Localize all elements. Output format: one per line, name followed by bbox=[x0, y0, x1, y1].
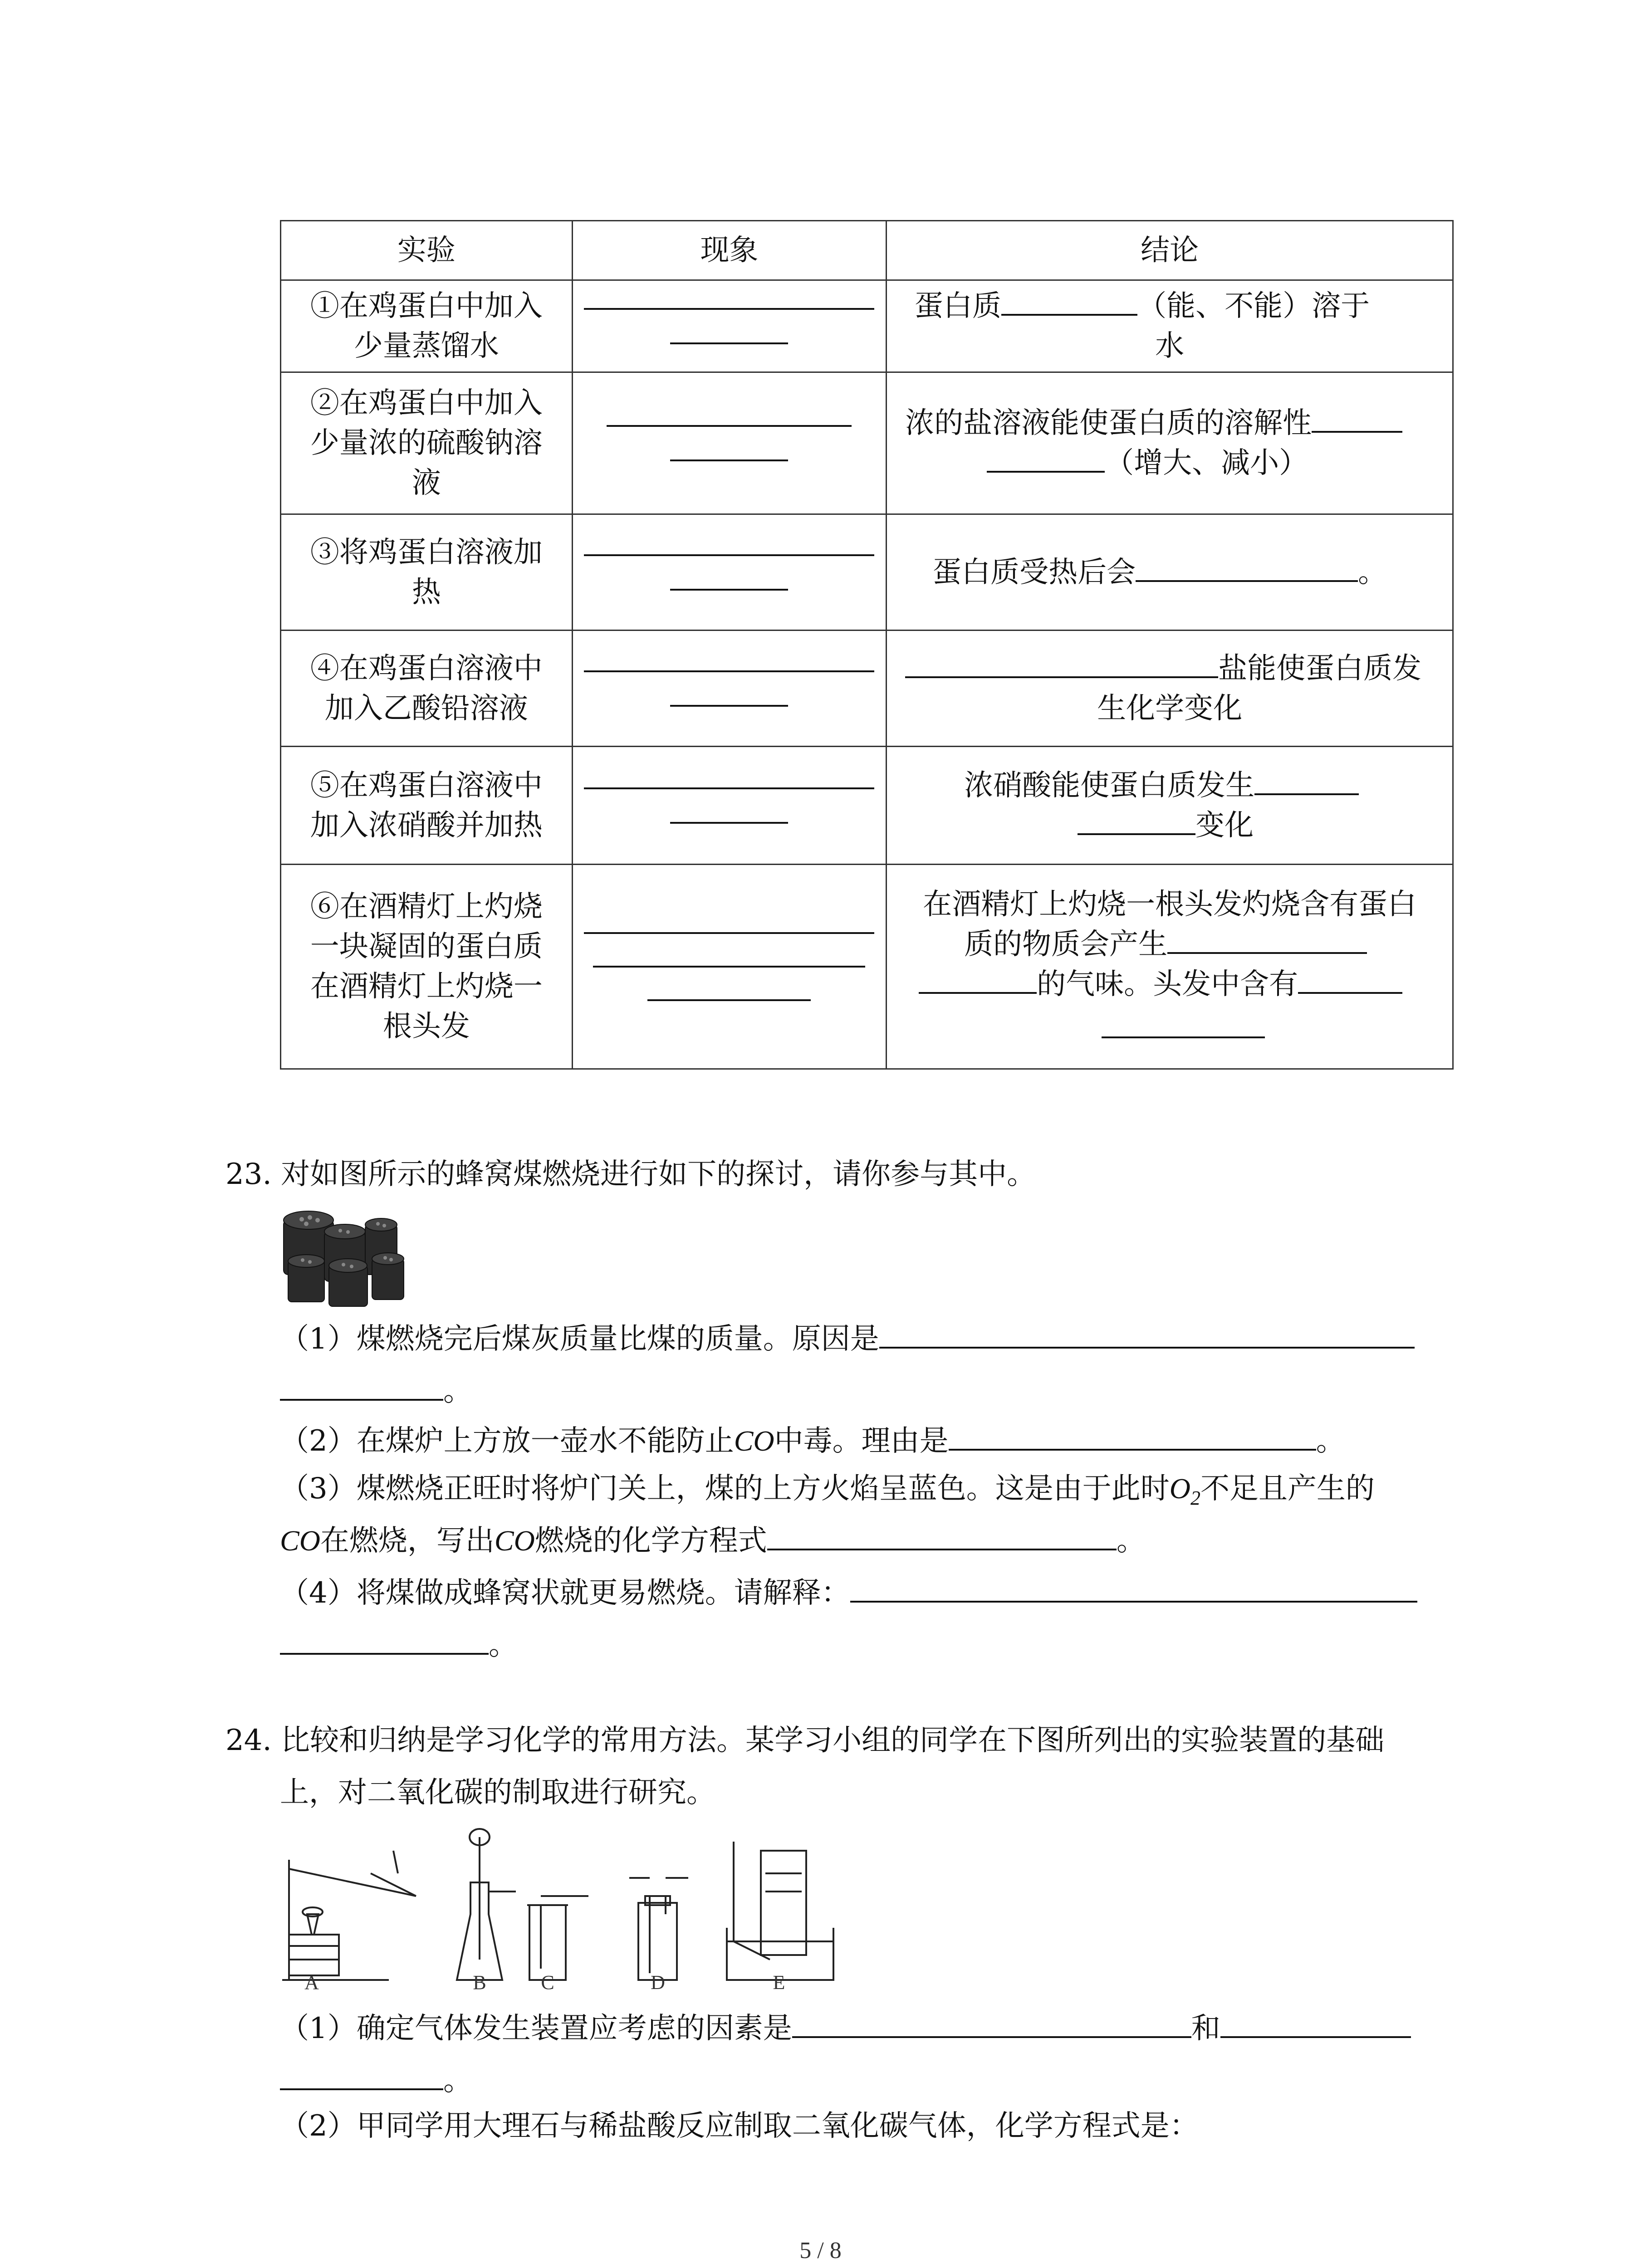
q23-part1 bbox=[280, 1322, 1415, 1356]
punctuation: 。 bbox=[489, 1628, 518, 1662]
answer-blank[interactable] bbox=[1254, 793, 1359, 795]
formula-co: CO bbox=[734, 1425, 774, 1457]
experiment-line: 少量蒸馏水 bbox=[353, 329, 499, 363]
conclusion-text: 。 bbox=[1358, 555, 1387, 589]
experiment-cell bbox=[281, 514, 573, 631]
q24-part1-text: 和 bbox=[1191, 2012, 1220, 2045]
experiment-line: ②在鸡蛋白中加入 bbox=[310, 386, 543, 420]
phenomenon-cell[interactable] bbox=[572, 514, 886, 631]
conclusion-text: 水 bbox=[1155, 329, 1185, 363]
answer-blank[interactable] bbox=[879, 1346, 1415, 1349]
punctuation: 。 bbox=[443, 2064, 472, 2097]
apparatus-label-e: E bbox=[773, 1971, 785, 1991]
experiment-line: ④在鸡蛋白溶液中 bbox=[310, 651, 543, 685]
table-row bbox=[281, 280, 1453, 372]
answer-blank[interactable] bbox=[280, 1652, 489, 1655]
q23-part4-text: （4）将煤做成蜂窝状就更易燃烧。请解释： bbox=[280, 1576, 850, 1610]
q24-part1 bbox=[280, 2014, 1411, 2043]
answer-blank[interactable] bbox=[1102, 1036, 1265, 1038]
answer-blank[interactable] bbox=[670, 822, 788, 824]
q23-part2 bbox=[280, 1424, 1345, 1458]
page-number: 5 / 8 bbox=[799, 2238, 842, 2263]
q23-part3-text: 不足且产生的 bbox=[1200, 1472, 1375, 1505]
answer-blank[interactable] bbox=[584, 554, 874, 556]
answer-blank[interactable] bbox=[1167, 952, 1367, 954]
experiment-line: 在酒精灯上灼烧一 bbox=[310, 970, 543, 1003]
answer-blank[interactable] bbox=[670, 342, 788, 344]
q24-part1-cont bbox=[280, 2066, 472, 2095]
q23-part3-cont bbox=[280, 1524, 1146, 1558]
conclusion-cell bbox=[887, 631, 1453, 747]
answer-blank[interactable] bbox=[1220, 2036, 1411, 2038]
lab-apparatus-figure bbox=[280, 1823, 838, 1991]
q23-stem: 23. 对如图所示的蜂窝煤燃烧进行如下的探讨，请你参与其中。 bbox=[225, 1158, 1036, 1191]
punctuation: 。 bbox=[443, 1374, 472, 1408]
answer-blank[interactable] bbox=[584, 308, 874, 310]
formula-co: CO bbox=[494, 1525, 535, 1557]
conclusion-text: （增大、减小） bbox=[1105, 446, 1308, 480]
answer-blank[interactable] bbox=[919, 992, 1037, 994]
phenomenon-cell[interactable] bbox=[572, 280, 886, 372]
experiment-line: ⑥在酒精灯上灼烧 bbox=[310, 890, 543, 924]
answer-blank[interactable] bbox=[584, 670, 874, 672]
q23-part4 bbox=[280, 1576, 1417, 1610]
conclusion-text: 的气味。头发中含有 bbox=[1037, 968, 1298, 1001]
q24-stem-cont: 上，对二氧化碳的制取进行研究。 bbox=[280, 1776, 715, 1809]
phenomenon-cell[interactable] bbox=[572, 631, 886, 747]
conclusion-text: 在酒精灯上灼烧一根头发灼烧含有蛋白 bbox=[923, 888, 1417, 921]
experiment-cell bbox=[281, 372, 573, 514]
table-row bbox=[281, 514, 1453, 631]
answer-blank[interactable] bbox=[647, 999, 811, 1001]
table-row bbox=[281, 372, 1453, 514]
table-header-row bbox=[281, 221, 1453, 280]
answer-blank[interactable] bbox=[593, 966, 865, 968]
q23-part4-cont bbox=[280, 1628, 518, 1662]
answer-blank[interactable] bbox=[767, 1548, 1117, 1550]
punctuation: 。 bbox=[1116, 1524, 1146, 1558]
q24-stem: 24. 比较和归纳是学习化学的常用方法。某学习小组的同学在下图所列出的实验装置的基础 bbox=[225, 1724, 1385, 1757]
q23-part1-text: （1）煤燃烧完后煤灰质量比煤的质量。原因是 bbox=[280, 1322, 879, 1356]
q23-part3-text: 在燃烧，写出 bbox=[320, 1524, 495, 1558]
experiment-line: 热 bbox=[411, 575, 441, 609]
table-row bbox=[281, 631, 1453, 747]
answer-blank[interactable] bbox=[905, 676, 1218, 678]
answer-blank[interactable] bbox=[280, 2088, 443, 2090]
answer-blank[interactable] bbox=[1312, 430, 1402, 433]
answer-blank[interactable] bbox=[850, 1600, 1417, 1603]
apparatus-label-c: C bbox=[541, 1971, 554, 1991]
table-row bbox=[281, 865, 1453, 1069]
conclusion-cell bbox=[887, 865, 1453, 1069]
conclusion-cell bbox=[887, 280, 1453, 372]
formula-o2: O bbox=[1169, 1472, 1190, 1505]
answer-blank[interactable] bbox=[670, 459, 788, 461]
header-phenomenon: 现象 bbox=[572, 221, 886, 280]
apparatus-label-a: A bbox=[304, 1971, 319, 1991]
q23-part3-text: 燃烧的化学方程式 bbox=[534, 1524, 767, 1558]
table-row bbox=[281, 747, 1453, 865]
experiment-line: 液 bbox=[411, 466, 441, 500]
q23-part2-text: 中毒。理由是 bbox=[774, 1424, 949, 1458]
punctuation: 。 bbox=[1316, 1424, 1345, 1458]
experiment-line: 加入乙酸铅溶液 bbox=[324, 691, 528, 725]
phenomenon-cell[interactable] bbox=[572, 865, 886, 1069]
answer-blank[interactable] bbox=[949, 1448, 1316, 1451]
experiment-table bbox=[280, 220, 1454, 1070]
conclusion-text: 盐能使蛋白质发 bbox=[1218, 651, 1422, 685]
answer-blank[interactable] bbox=[670, 705, 788, 707]
experiment-line: 一块凝固的蛋白质 bbox=[310, 930, 543, 963]
header-conclusion: 结论 bbox=[887, 221, 1453, 280]
q23-part3 bbox=[280, 1474, 1375, 1508]
q23-part2-text: （2）在煤炉上方放一壶水不能防止 bbox=[280, 1424, 734, 1458]
experiment-line: 根头发 bbox=[382, 1010, 470, 1043]
conclusion-text: 蛋白质受热后会 bbox=[932, 555, 1136, 589]
experiment-cell bbox=[281, 631, 573, 747]
experiment-line: 少量浓的硫酸钠溶 bbox=[310, 426, 543, 460]
answer-blank[interactable] bbox=[670, 589, 788, 591]
answer-blank[interactable] bbox=[584, 932, 874, 934]
conclusion-text: 浓的盐溶液能使蛋白质的溶解性 bbox=[905, 406, 1312, 440]
answer-blank[interactable] bbox=[584, 787, 874, 789]
honeycomb-coal-image bbox=[274, 1207, 411, 1311]
answer-blank[interactable] bbox=[1078, 833, 1195, 835]
conclusion-cell bbox=[887, 514, 1453, 631]
experiment-line: ③将鸡蛋白溶液加 bbox=[310, 535, 543, 569]
phenomenon-cell[interactable] bbox=[572, 372, 886, 514]
answer-blank[interactable] bbox=[607, 425, 852, 427]
answer-blank[interactable] bbox=[1298, 992, 1402, 994]
answer-blank[interactable] bbox=[280, 1398, 443, 1401]
conclusion-cell bbox=[887, 372, 1453, 514]
conclusion-text: （能、不能）溶于 bbox=[1137, 289, 1370, 323]
answer-blank[interactable] bbox=[1001, 313, 1137, 316]
experiment-cell bbox=[281, 747, 573, 865]
formula-subscript: 2 bbox=[1190, 1486, 1200, 1509]
conclusion-cell bbox=[887, 747, 1453, 865]
formula-co: CO bbox=[280, 1525, 320, 1557]
conclusion-text: 生化学变化 bbox=[1097, 691, 1243, 725]
experiment-cell bbox=[281, 865, 573, 1069]
apparatus-label-b: B bbox=[473, 1971, 486, 1991]
experiment-line: 加入浓硝酸并加热 bbox=[310, 808, 543, 842]
q24-part1-text: （1）确定气体发生装置应考虑的因素是 bbox=[280, 2012, 792, 2045]
answer-blank[interactable] bbox=[987, 470, 1105, 473]
experiment-line: ①在鸡蛋白中加入 bbox=[310, 289, 543, 323]
answer-blank[interactable] bbox=[792, 2036, 1191, 2038]
experiment-line: ⑤在鸡蛋白溶液中 bbox=[310, 768, 543, 802]
experiment-cell bbox=[281, 280, 573, 372]
apparatus-label-d: D bbox=[651, 1971, 665, 1991]
phenomenon-cell[interactable] bbox=[572, 747, 886, 865]
conclusion-text: 浓硝酸能使蛋白质发生 bbox=[964, 768, 1255, 802]
q23-part3-text: （3）煤燃烧正旺时将炉门关上，煤的上方火焰呈蓝色。这是由于此时 bbox=[280, 1472, 1170, 1505]
answer-blank[interactable] bbox=[1136, 580, 1358, 582]
conclusion-text: 蛋白质 bbox=[914, 289, 1002, 323]
q23-part1-cont bbox=[280, 1374, 472, 1408]
conclusion-text: 质的物质会产生 bbox=[964, 928, 1168, 961]
conclusion-text: 变化 bbox=[1195, 808, 1254, 842]
q24-part2: （2）甲同学用大理石与稀盐酸反应制取二氧化碳气体，化学方程式是： bbox=[280, 2109, 1199, 2143]
header-experiment: 实验 bbox=[281, 221, 573, 280]
